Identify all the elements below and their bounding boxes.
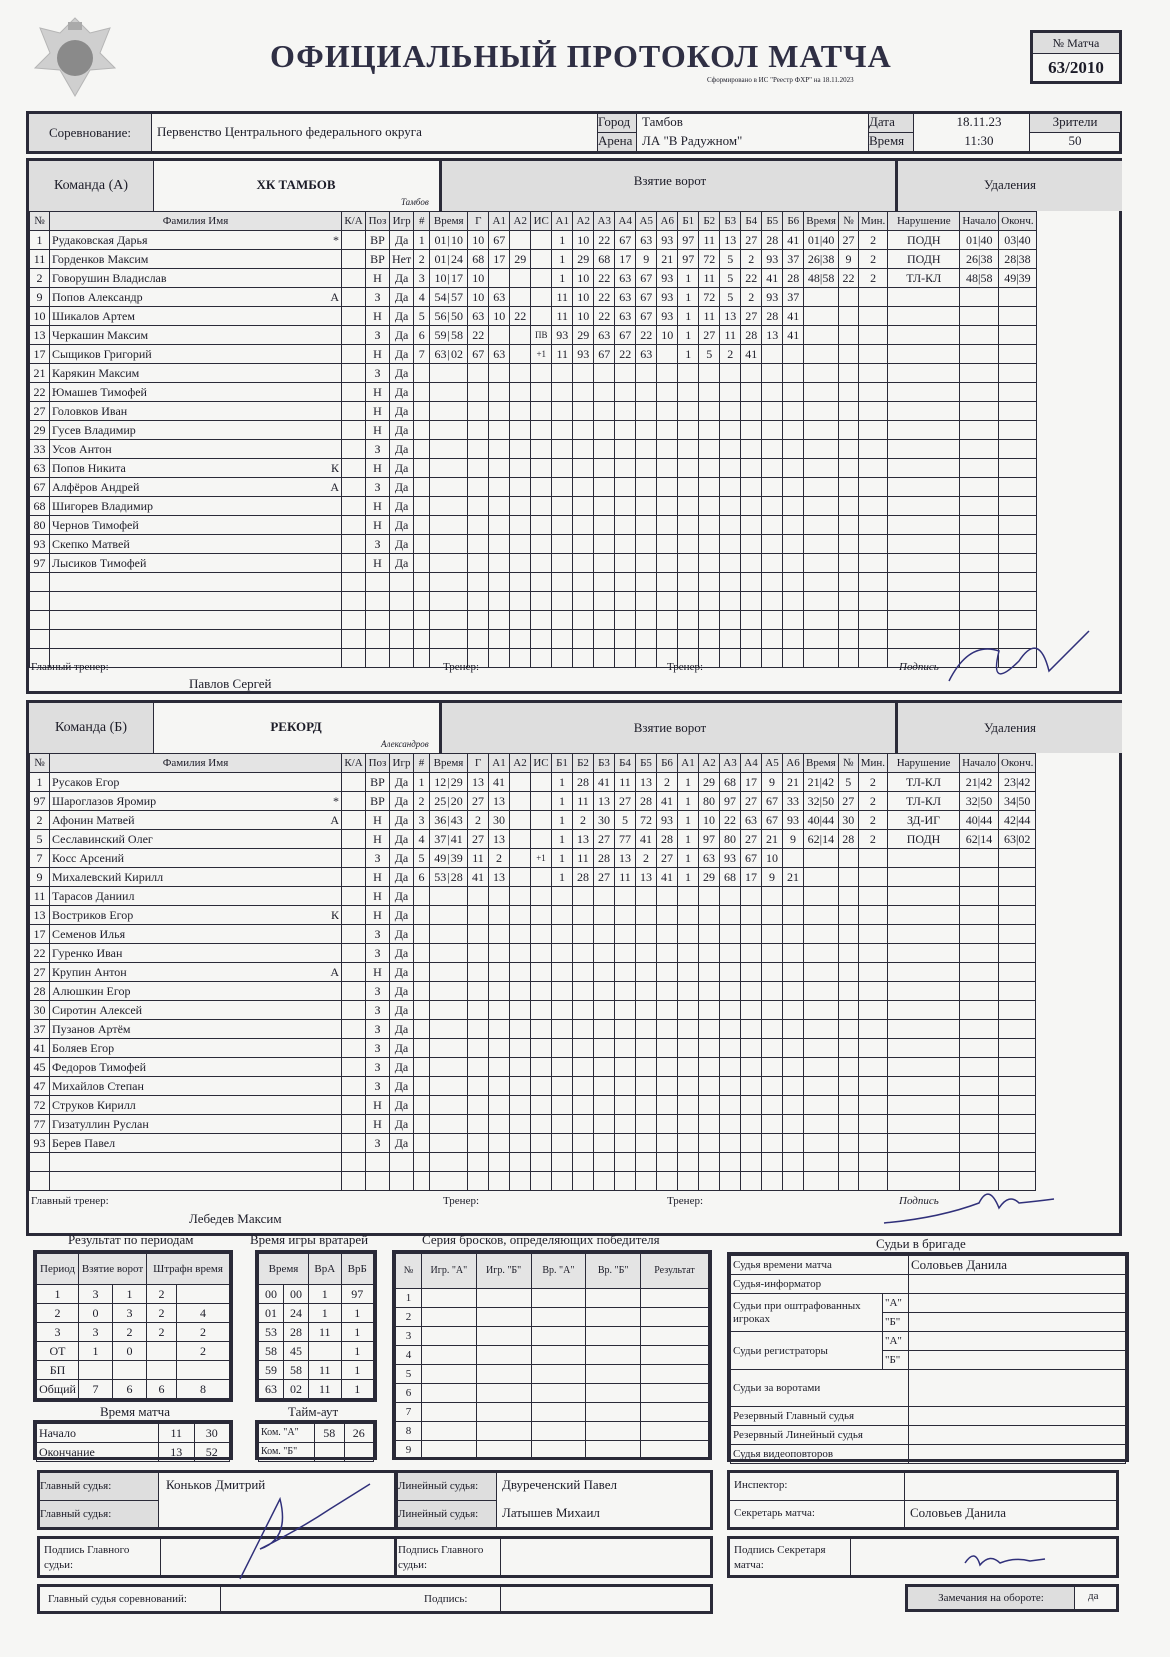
table-row: 1 * Рудаковская Дарья ВР Да 1 01 | 10 10 67 1 10 22 67 63 93 97 11 13 27 28 41 01|40 27 2 ПОДН 01|40 03|40 bbox=[30, 231, 1037, 250]
table-row: 2 А Афонин Матвей Н Да 3 36 | 43 2 30 1 2 30 5 72 93 1 10 22 63 67 93 40|44 30 2 ЗД-ИГ 40|44 42|44 bbox=[30, 811, 1036, 830]
main-referee-label-2: Главный судья: bbox=[40, 1501, 159, 1527]
inspector-box bbox=[727, 1470, 1119, 1530]
roster-col-3: Поз bbox=[366, 212, 390, 231]
main-referee-1: Коньков Дмитрий bbox=[166, 1477, 266, 1492]
sign-secretary-label: Подпись Секретаря матча: bbox=[734, 1544, 826, 1571]
team-a-signature-label: Подпись bbox=[899, 661, 939, 673]
table-row bbox=[30, 1153, 1036, 1172]
table-row: 13 К Востриков Егор Н Да bbox=[30, 906, 1036, 925]
shootout-row: 9 bbox=[396, 1441, 709, 1460]
table-row: 68 Шигорев Владимир Н Да bbox=[30, 497, 1037, 516]
signature-secretary-box bbox=[727, 1536, 1119, 1578]
timeout-title: Тайм-аут bbox=[288, 1404, 339, 1419]
table-row: 30 Сиротин Алексей З Да bbox=[30, 1001, 1036, 1020]
table-row: 80 Чернов Тимофей Н Да bbox=[30, 516, 1037, 535]
registrar-a-label: "А" bbox=[883, 1332, 909, 1351]
table-row: 27 Головков Иван Н Да bbox=[30, 402, 1037, 421]
table-row: 33 Усов Антон З Да bbox=[30, 440, 1037, 459]
team-a-label: Команда (А) bbox=[29, 161, 154, 211]
team-b-grid bbox=[29, 753, 1036, 1191]
goal-col-3: А1 bbox=[489, 754, 510, 773]
shootout-row: 3 bbox=[396, 1327, 709, 1346]
goal-col-4: А2 bbox=[510, 754, 531, 773]
plus-col-4: Б5 bbox=[636, 754, 657, 773]
period-row: 2 0 3 2 4 bbox=[37, 1304, 230, 1323]
roster-col-0: № bbox=[30, 212, 50, 231]
team-a-signature-icon bbox=[929, 621, 1109, 701]
team-a-coach-label: Тренер: bbox=[443, 661, 480, 673]
team-b-coach2-label: Тренер: bbox=[667, 1195, 704, 1207]
table-row: 17 Сыщиков Григорий Н Да 7 63 | 02 67 63 +1 11 93 67 22 63 1 5 2 41 bbox=[30, 345, 1037, 364]
table-row: 97 * Шароглазов Яромир ВР Да 2 25 | 20 27 13 1 11 13 27 28 41 1 80 97 27 67 33 32|50 27 2 ТЛ-КЛ 32|50 34|50 bbox=[30, 792, 1036, 811]
table-row: 10 Шикалов Артем Н Да 5 56 | 50 63 10 22 11 10 22 63 67 93 1 11 13 27 28 41 bbox=[30, 307, 1037, 326]
match-time-table: Начало 11 30 Окончание 13 52 bbox=[33, 1420, 233, 1460]
table-row: 1 Русаков Егор ВР Да 1 12 | 29 13 41 1 28 41 11 13 2 1 29 68 17 9 21 21|42 5 2 ТЛ-КЛ 21|42 23|42 bbox=[30, 773, 1036, 792]
secretary-label: Секретарь матча: bbox=[734, 1507, 815, 1519]
shootout-row: 2 bbox=[396, 1308, 709, 1327]
pen-col-3: Нарушение bbox=[888, 212, 960, 231]
pen-col-2: Мин. bbox=[858, 754, 887, 773]
team-b-goals-title: Взятие ворот bbox=[439, 703, 898, 753]
team-a-grid bbox=[29, 211, 1037, 668]
timekeeper-label: Судья времени матча bbox=[731, 1256, 909, 1275]
table-row: 93 Берев Павел З Да bbox=[30, 1134, 1036, 1153]
periods-title: Результат по периодам bbox=[68, 1232, 194, 1247]
officials-table bbox=[727, 1252, 1129, 1462]
sign-main-label-2: Подпись Главного судьи: bbox=[398, 1544, 484, 1571]
match-meta bbox=[26, 111, 1122, 154]
plus-col-5: А6 bbox=[657, 212, 678, 231]
plus-col-0: А1 bbox=[552, 212, 573, 231]
goalie-row: 53 28 11 1 bbox=[259, 1323, 374, 1342]
table-row: 5 Сеславинский Олег Н Да 4 37 | 41 27 13 1 13 27 77 41 28 1 97 80 27 21 9 62|14 28 2 ПОДН 62|14 63|02 bbox=[30, 830, 1036, 849]
secretary-signature-icon bbox=[960, 1543, 1050, 1573]
table-row: 67 А Алфёров Андрей З Да bbox=[30, 478, 1037, 497]
team-b-head-coach-label: Главный тренер: bbox=[31, 1195, 109, 1207]
signature-main-box bbox=[37, 1536, 713, 1578]
plus-col-2: А3 bbox=[594, 212, 615, 231]
shootout-row: 1 bbox=[396, 1289, 709, 1308]
team-a-coach2-label: Тренер: bbox=[667, 661, 704, 673]
team-b-head-coach: Лебедев Максим bbox=[189, 1211, 282, 1226]
time-label: Время bbox=[869, 133, 914, 151]
table-row: 13 Черкашин Максим З Да 6 59 | 58 22 ПВ 93 29 63 67 22 10 1 27 11 28 13 41 bbox=[30, 326, 1037, 345]
table-row: 9 Михалевский Кирилл Н Да 6 53 | 28 41 13 1 28 27 11 13 41 1 29 68 17 9 21 bbox=[30, 868, 1036, 887]
penalty-judges-label: Судьи при оштрафованных игроках bbox=[731, 1294, 883, 1332]
goal-col-0: # bbox=[414, 212, 430, 231]
minus-col-5: А6 bbox=[783, 754, 804, 773]
team-a-section bbox=[26, 158, 1122, 694]
page-title: ОФИЦИАЛЬНЫЙ ПРОТОКОЛ МАТЧА bbox=[270, 38, 892, 74]
table-row bbox=[30, 611, 1037, 630]
roster-col-1: Фамилия Имя bbox=[50, 212, 342, 231]
table-row: 11 Тарасов Даниил Н Да bbox=[30, 887, 1036, 906]
pen-col-1: № bbox=[839, 212, 859, 231]
city-label: Город bbox=[598, 114, 637, 133]
roster-col-1: Фамилия Имя bbox=[50, 754, 342, 773]
table-row bbox=[30, 573, 1037, 592]
table-row: 9 А Попов Александр З Да 4 54 | 57 10 63 11 10 22 63 67 93 1 72 5 2 93 37 bbox=[30, 288, 1037, 307]
goal-col-3: А1 bbox=[489, 212, 510, 231]
minus-col-1: Б2 bbox=[699, 212, 720, 231]
shootout-title: Серия бросков, определяющих победителя bbox=[422, 1232, 660, 1247]
team-b-label: Команда (Б) bbox=[29, 703, 154, 753]
roster-col-4: Игр bbox=[390, 754, 414, 773]
main-referee-label-1: Главный судья: bbox=[40, 1473, 159, 1501]
city: Тамбов bbox=[642, 114, 683, 129]
table-row: 22 Гуренко Иван З Да bbox=[30, 944, 1036, 963]
team-b-signature-icon bbox=[879, 1173, 1059, 1233]
minus-col-2: Б3 bbox=[720, 212, 741, 231]
team-b-name: РЕКОРД bbox=[270, 719, 322, 734]
generated-note: Сформировано в ИС "Реестр ФХР" на 18.11.2023 bbox=[707, 76, 854, 84]
pen-col-3: Нарушение bbox=[888, 754, 960, 773]
table-row: 45 Федоров Тимофей З Да bbox=[30, 1058, 1036, 1077]
plus-col-2: Б3 bbox=[594, 754, 615, 773]
pen-col-0: Время bbox=[804, 754, 839, 773]
chief-referee-label: Главный судья соревнований: bbox=[48, 1593, 187, 1605]
reserve-line-label: Резервный Линейный судья bbox=[731, 1426, 909, 1445]
penalty-judge-b-label: "Б" bbox=[883, 1313, 909, 1332]
table-row: 21 Карякин Максим З Да bbox=[30, 364, 1037, 383]
pen-col-5: Оконч. bbox=[998, 754, 1035, 773]
period-row: 3 3 2 2 2 bbox=[37, 1323, 230, 1342]
pen-col-2: Мин. bbox=[859, 212, 888, 231]
team-a-penalties-title: Удаления bbox=[895, 161, 1122, 211]
table-row: 11 Горденков Максим ВР Нет 2 01 | 24 68 17 29 1 29 68 17 9 21 97 72 5 2 93 37 26|38 9 2 ПОДН 26|38 28|38 bbox=[30, 250, 1037, 269]
competition: Первенство Центрального федерального округа bbox=[157, 124, 422, 139]
team-b-penalties-title: Удаления bbox=[895, 703, 1122, 753]
pen-col-5: Оконч. bbox=[999, 212, 1036, 231]
periods-table: Период Взятие ворот Штрафн время 1 3 1 2 2 0 3 2 4 3 3 2 2 2 ОТ 1 0 2 БП Общий 7 6 6 8 bbox=[33, 1250, 233, 1402]
minus-col-1: А2 bbox=[699, 754, 720, 773]
team-a-head-coach-label: Главный тренер: bbox=[31, 661, 109, 673]
registrar-label: Судьи регистраторы bbox=[731, 1332, 883, 1370]
team-a-goals-title: Взятие ворот bbox=[439, 161, 898, 211]
pen-col-0: Время bbox=[804, 212, 839, 231]
minus-col-2: А3 bbox=[720, 754, 741, 773]
goal-judges-label: Судьи за воротами bbox=[731, 1370, 909, 1407]
pen-col-4: Начало bbox=[960, 212, 999, 231]
plus-col-3: А4 bbox=[615, 212, 636, 231]
registrar-b-label: "Б" bbox=[883, 1351, 909, 1370]
goalie-row: 58 45 1 bbox=[259, 1342, 374, 1361]
goal-col-5: ИС bbox=[531, 754, 552, 773]
shootout-row: 4 bbox=[396, 1346, 709, 1365]
table-row bbox=[30, 630, 1037, 649]
goal-col-1: Время bbox=[430, 212, 468, 231]
officials-title: Судьи в бригаде bbox=[876, 1236, 966, 1251]
goalie-row: 59 58 11 1 bbox=[259, 1361, 374, 1380]
line-referee-label-1: Линейный судья: bbox=[398, 1473, 497, 1501]
team-a-city: Тамбов bbox=[401, 197, 429, 207]
plus-col-0: Б1 bbox=[552, 754, 573, 773]
goal-col-4: А2 bbox=[510, 212, 531, 231]
team-b-city: Александров bbox=[381, 739, 429, 749]
table-row: 7 Косс Арсений З Да 5 49 | 39 11 2 +1 1 11 28 13 2 27 1 63 93 67 10 bbox=[30, 849, 1036, 868]
main-referee-signature-icon bbox=[210, 1479, 390, 1589]
minus-col-0: Б1 bbox=[678, 212, 699, 231]
chief-sign-label: Подпись: bbox=[424, 1593, 468, 1605]
arena: ЛА "В Радужном" bbox=[642, 133, 743, 148]
match-time-title: Время матча bbox=[100, 1404, 170, 1419]
plus-col-5: Б6 bbox=[657, 754, 678, 773]
goalie-time-title: Время игры вратарей bbox=[250, 1232, 369, 1247]
remarks-value: да bbox=[1088, 1590, 1099, 1602]
spectators: 50 bbox=[1029, 133, 1120, 151]
secretary: Соловьев Данила bbox=[910, 1505, 1007, 1520]
goalie-time-table: Время ВрА ВрБ 00 00 1 97 01 24 1 1 53 28 11 1 58 45 1 59 58 11 1 63 02 11 1 bbox=[255, 1250, 377, 1402]
goal-col-2: Г bbox=[468, 212, 489, 231]
date-label: Дата bbox=[869, 114, 914, 133]
table-row: 41 Боляев Егор З Да bbox=[30, 1039, 1036, 1058]
sign-main-label: Подпись Главного судьи: bbox=[44, 1544, 130, 1571]
plus-col-1: А2 bbox=[573, 212, 594, 231]
reserve-main-label: Резервный Главный судья bbox=[731, 1407, 909, 1426]
spectators-label: Зрители bbox=[1029, 114, 1120, 133]
line-referee-label-2: Линейный судья: bbox=[398, 1501, 497, 1527]
line-referees-box bbox=[395, 1470, 713, 1530]
minus-col-5: Б6 bbox=[783, 212, 804, 231]
goal-col-1: Время bbox=[430, 754, 468, 773]
goal-col-0: # bbox=[414, 754, 430, 773]
goalie-row: 63 02 11 1 bbox=[259, 1380, 374, 1399]
minus-col-3: Б4 bbox=[741, 212, 762, 231]
shootout-row: 7 bbox=[396, 1403, 709, 1422]
shootout-row: 8 bbox=[396, 1422, 709, 1441]
roster-col-2: К/А bbox=[342, 212, 366, 231]
team-a-name: ХК ТАМБОВ bbox=[256, 177, 336, 192]
timeout-table: Ком. "А" 58 26 Ком. "Б" bbox=[255, 1420, 377, 1460]
line-referee-2: Латышев Михаил bbox=[502, 1505, 600, 1520]
match-number-box bbox=[1030, 30, 1122, 84]
roster-col-0: № bbox=[30, 754, 50, 773]
arena-label: Арена bbox=[598, 133, 637, 151]
penalty-judge-a-label: "А" bbox=[883, 1294, 909, 1313]
competition-label: Соревнование: bbox=[29, 114, 152, 151]
shootout-row: 5 bbox=[396, 1365, 709, 1384]
plus-col-3: Б4 bbox=[615, 754, 636, 773]
pen-col-4: Начало bbox=[960, 754, 999, 773]
period-row: БП bbox=[37, 1361, 230, 1380]
timekeeper: Соловьев Данила bbox=[909, 1256, 1126, 1275]
table-row: 29 Гусев Владимир Н Да bbox=[30, 421, 1037, 440]
shootout-row: 6 bbox=[396, 1384, 709, 1403]
table-row: 97 Лысиков Тимофей Н Да bbox=[30, 554, 1037, 573]
minus-col-4: Б5 bbox=[762, 212, 783, 231]
date: 18.11.23 bbox=[956, 114, 1002, 129]
table-row: 37 Пузанов Артём З Да bbox=[30, 1020, 1036, 1039]
remarks-box bbox=[905, 1584, 1119, 1612]
match-number-label: № Матча bbox=[1033, 33, 1119, 54]
pen-col-1: № bbox=[838, 754, 858, 773]
team-a-head-coach: Павлов Сергей bbox=[189, 676, 272, 691]
minus-col-4: А5 bbox=[762, 754, 783, 773]
goalie-row: 00 00 1 97 bbox=[259, 1285, 374, 1304]
period-row: 1 3 1 2 bbox=[37, 1285, 230, 1304]
minus-col-0: А1 bbox=[678, 754, 699, 773]
federation-logo-icon bbox=[30, 8, 120, 103]
inspector-label: Инспектор: bbox=[734, 1479, 788, 1491]
remarks-label: Замечания на обороте: bbox=[908, 1587, 1075, 1609]
table-row: 72 Струков Кирилл Н Да bbox=[30, 1096, 1036, 1115]
minus-col-3: А4 bbox=[741, 754, 762, 773]
period-row: Общий 7 6 6 8 bbox=[37, 1380, 230, 1399]
line-referee-1: Двуреченский Павел bbox=[502, 1477, 618, 1492]
roster-col-4: Игр bbox=[390, 212, 414, 231]
goalie-row: 01 24 1 1 bbox=[259, 1304, 374, 1323]
table-row: 2 Говорушин Владислав Н Да 3 10 | 17 10 1 10 22 63 67 93 1 11 5 22 41 28 48|58 22 2 ТЛ-КЛ 48|58 49|39 bbox=[30, 269, 1037, 288]
plus-col-4: А5 bbox=[636, 212, 657, 231]
table-row: 17 Семенов Илья З Да bbox=[30, 925, 1036, 944]
table-row bbox=[30, 592, 1037, 611]
goal-col-2: Г bbox=[468, 754, 489, 773]
roster-col-2: К/А bbox=[342, 754, 366, 773]
team-b-signature-label: Подпись bbox=[899, 1195, 939, 1207]
table-row: 47 Михайлов Степан З Да bbox=[30, 1077, 1036, 1096]
team-b-coach-label: Тренер: bbox=[443, 1195, 480, 1207]
table-row: 93 Скепко Матвей З Да bbox=[30, 535, 1037, 554]
goal-col-5: ИС bbox=[531, 212, 552, 231]
period-row: ОТ 1 0 2 bbox=[37, 1342, 230, 1361]
informer-label: Судья-информатор bbox=[731, 1275, 909, 1294]
plus-col-1: Б2 bbox=[573, 754, 594, 773]
table-row bbox=[30, 649, 1037, 668]
shootout-table: № Игр. "А" Игр. "Б" Вр. "А" Вр. "Б" Результат 1 2 3 4 5 6 7 8 9 bbox=[392, 1250, 712, 1460]
table-row: 27 А Крупин Антон Н Да bbox=[30, 963, 1036, 982]
table-row: 28 Алюшкин Егор З Да bbox=[30, 982, 1036, 1001]
time: 11:30 bbox=[964, 133, 994, 148]
match-number: 63/2010 bbox=[1048, 58, 1104, 77]
chief-referee-box bbox=[37, 1584, 713, 1614]
team-b-section bbox=[26, 700, 1122, 1236]
roster-col-3: Поз bbox=[366, 754, 390, 773]
table-row: 77 Гизатуллин Руслан Н Да bbox=[30, 1115, 1036, 1134]
video-judge-label: Судья видеоповторов bbox=[731, 1445, 909, 1464]
table-row: 63 К Попов Никита Н Да bbox=[30, 459, 1037, 478]
table-row: 22 Юмашев Тимофей Н Да bbox=[30, 383, 1037, 402]
